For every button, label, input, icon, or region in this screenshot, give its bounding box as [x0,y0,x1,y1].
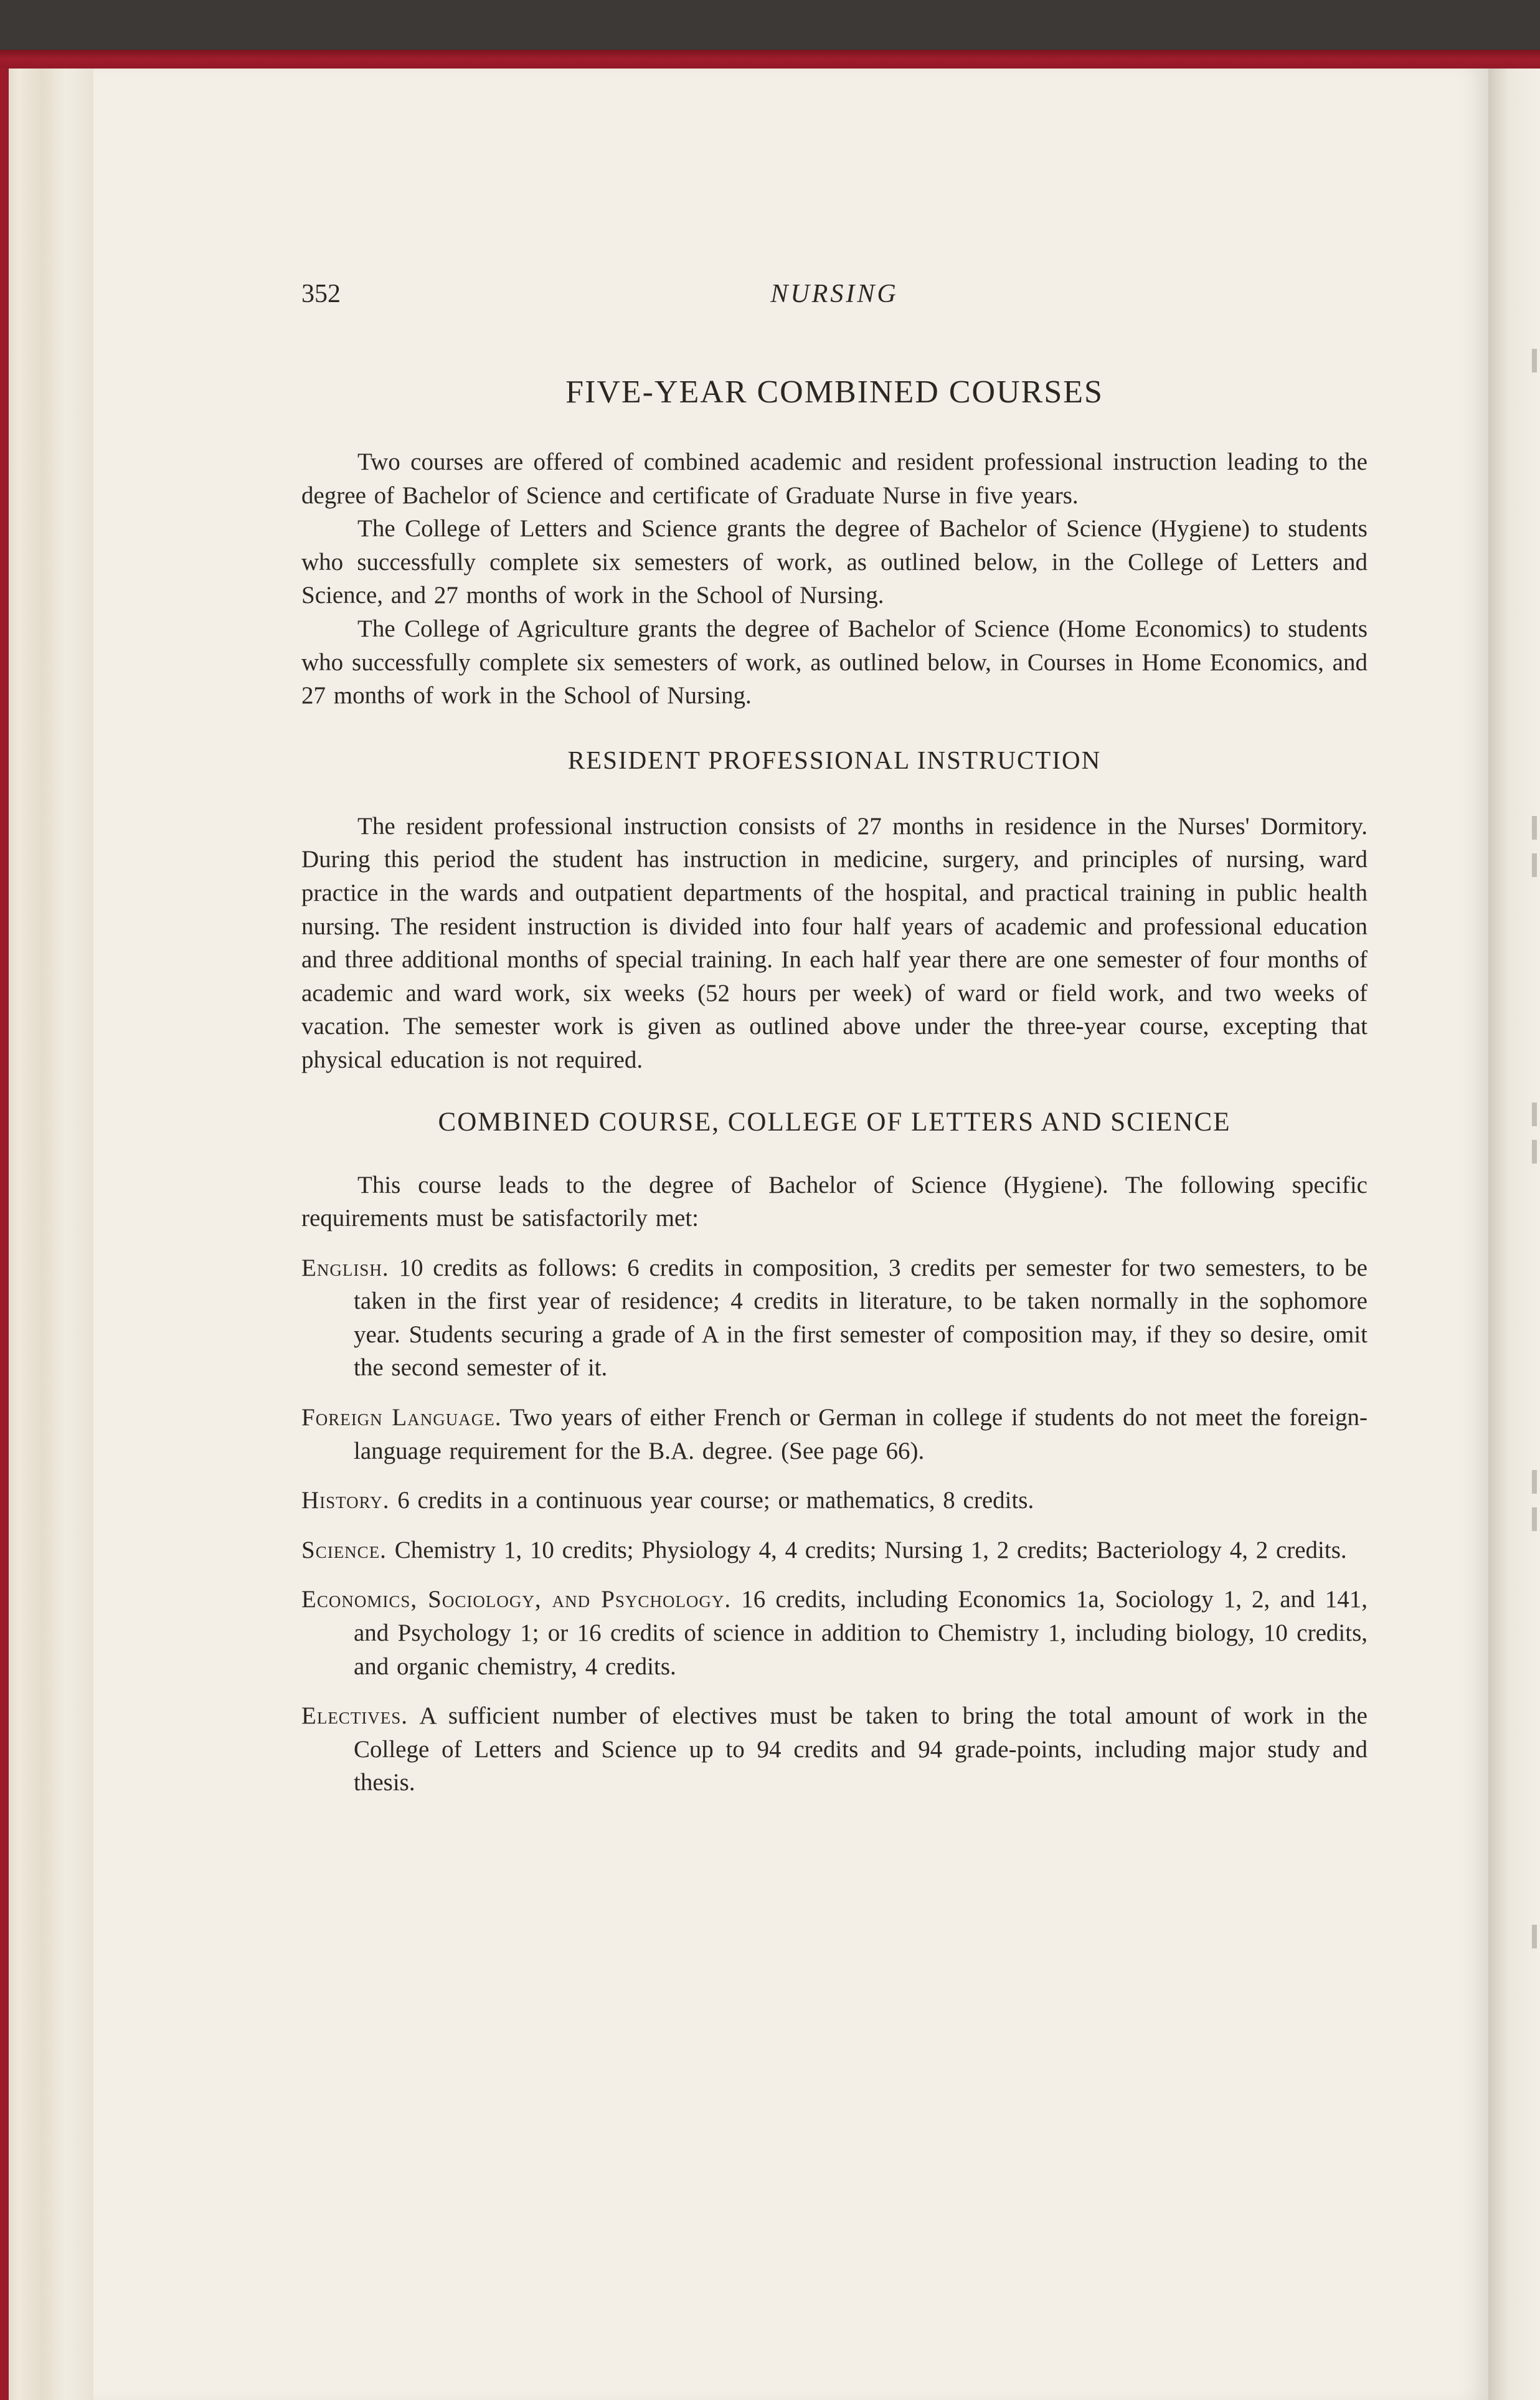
requirement-label: Foreign Language. [301,1404,502,1431]
requirement-label: History. [301,1487,390,1514]
running-head [301,268,1368,311]
requirement-science [301,1534,1368,1567]
requirement-label: Economics, Sociology, and Psychology. [301,1586,732,1613]
facing-page-edge [1532,0,1540,2400]
requirement-economics-sociology-psychology [301,1583,1368,1683]
requirement-text: Two years of either French or German in college if students do not meet the foreign-language requirement for the B.A. degree. (See page 66). [354,1404,1368,1464]
requirement-electives [301,1699,1368,1800]
letters-science-intro: This course leads to the degree of Bachelor of Science (Hygiene). The following specific requirements must be satisfactorily met: [301,1171,1368,1232]
requirement-english [301,1251,1368,1385]
requirement-text: 6 credits in a continuous year course; or mathematics, 8 credits. [397,1487,1034,1514]
resident-paragraph: The resident professional instruction consists of 27 months in residence in the Nurses' Dormitory. During this period the student has instruction in medicine, surgery, and principles of nursing, ward practice in the wards and outpatient departments of the hospital, and practical training in public health nursing. The resident instruction is divided into four half years of academic and professional education and three additional months of special training. In each half year there are one semester of four months of academic and ward work, six weeks (52 hours per week) of ward or field work, and two weeks of vacation. The semester work is given as outlined above under the three-year course, excepting that physical education is not required. [301,812,1368,1073]
resident-instruction-heading: RESIDENT PROFESSIONAL INSTRUCTION [567,745,1102,774]
letters-science-heading: COMBINED COURSE, COLLEGE OF LETTERS AND SCIENCE [438,1107,1231,1137]
combined-paragraph: The College of Agriculture grants the degree of Bachelor of Science (Home Economics) to students who successfully complete six semesters of work, as outlined below, in Courses in Home Economics, and 27 months of work in the School of Nursing. [301,615,1368,709]
requirement-text: 10 credits as follows: 6 credits in composition, 3 credits per semester for two semesters, to be taken in the first year of residence; 4 credits in literature, to be taken normally in the sophomore year. Students securing a grade of A in the first semester of composition may, if they so desire, omit the second semester of it. [354,1254,1368,1382]
requirements-list [301,1251,1368,1800]
requirement-foreign-language [301,1401,1368,1468]
page-number: 352 [301,280,341,308]
requirement-label: English. [301,1254,389,1281]
requirement-text: 16 credits, including Economics 1a, Sociology 1, 2, and 141, and Psychology 1; or 16 credits of science in addition to Chemistry 1, including biology, 10 credits, and organic chemistry, 4 credits. [354,1586,1368,1680]
requirement-text: A sufficient number of electives must be taken to bring the total amount of work in the College of Letters and Science up to 94 credits and 94 grade-points, including major study and thesis. [354,1702,1368,1796]
requirement-history [301,1484,1368,1517]
requirement-text: Chemistry 1, 10 credits; Physiology 4, 4 credits; Nursing 1, 2 credits; Bacteriology 4, 2 credits. [394,1536,1347,1563]
running-title: NURSING [770,280,899,308]
combined-paragraph: Two courses are offered of combined academic and resident professional instruction leading to the degree of Bachelor of Science and certificate of Graduate Nurse in five years. [301,448,1368,509]
requirement-label: Science. [301,1536,387,1563]
combined-courses-heading: FIVE-YEAR COMBINED COURSES [565,374,1103,410]
page-stack-left [0,69,93,2400]
page-content [301,268,1368,1816]
combined-paragraph: The College of Letters and Science grants the degree of Bachelor of Science (Hygiene) to students who successfully complete six semesters of work, as outlined below, in the College of Letters and Science, and 27 months of work in the School of Nursing. [301,515,1368,609]
requirement-label: Electives. [301,1702,409,1730]
